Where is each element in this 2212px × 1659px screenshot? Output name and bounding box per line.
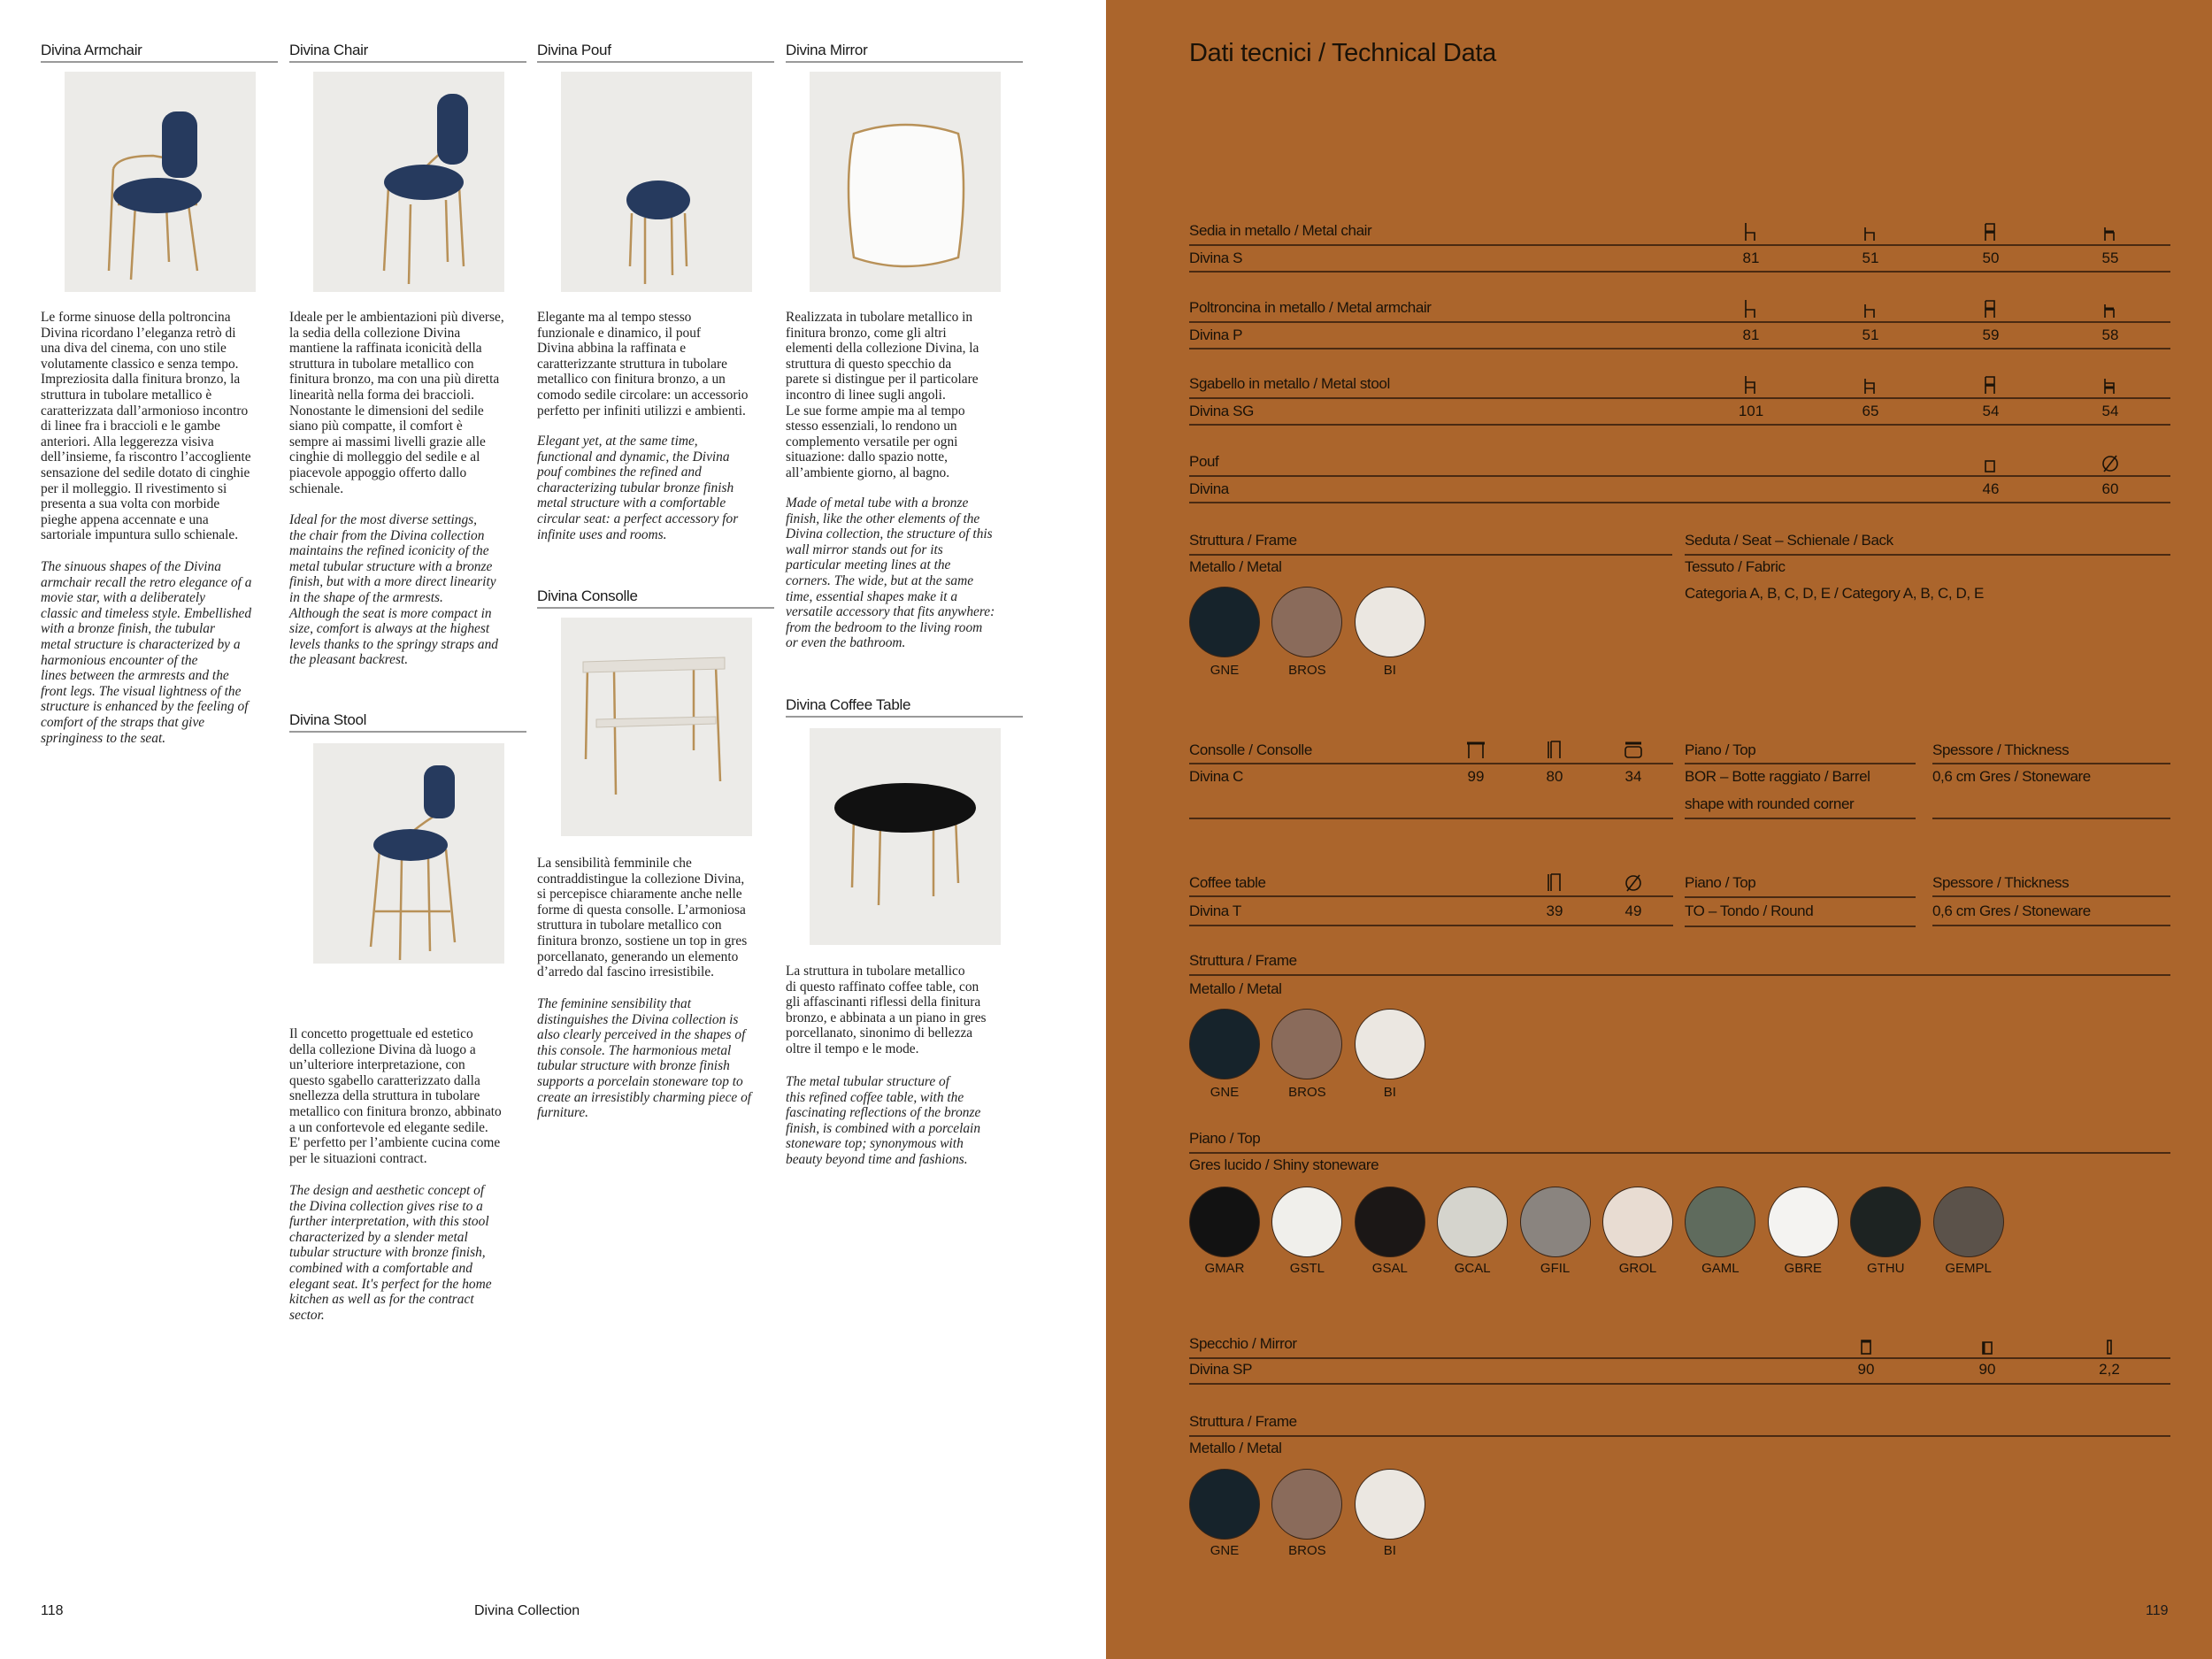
divider: [1189, 1152, 2170, 1154]
finish-code: GCAL: [1454, 1261, 1491, 1276]
depth-icon: [2101, 299, 2120, 319]
frame-label: Struttura / Frame: [1189, 952, 1297, 969]
mirror-width-icon: [1978, 1336, 1997, 1356]
stool-height-icon: [1741, 375, 1761, 395]
frame-label: Struttura / Frame: [1189, 532, 1297, 549]
spec-value: 65: [1862, 403, 1879, 419]
finish-code: GEMPL: [1945, 1261, 1992, 1276]
product-heading: Divina Stool: [289, 711, 526, 733]
top-label: Piano / Top: [1685, 874, 1756, 891]
finish-code: GFIL: [1540, 1261, 1571, 1276]
armchair-photo: [65, 72, 256, 292]
spec-value: 90: [1978, 1361, 1996, 1378]
divider: [1685, 896, 1916, 898]
divider: [1932, 925, 2170, 926]
spec-value: 58: [2101, 326, 2119, 343]
finish-code: GNE: [1210, 1085, 1240, 1100]
coffee-table-model: Divina T: [1189, 902, 1241, 919]
frame-material: Metallo / Metal: [1189, 558, 1282, 575]
finish-code: GROL: [1618, 1261, 1657, 1276]
divider: [1932, 895, 2170, 897]
seat-material: Tessuto / Fabric: [1685, 558, 1786, 575]
spec-table-title: Pouf: [1189, 453, 1219, 470]
depth-icon: [2101, 222, 2120, 242]
finish-code: GTHU: [1866, 1261, 1905, 1276]
frame-material: Metallo / Metal: [1189, 980, 1282, 997]
finish-code: GAML: [1701, 1261, 1740, 1276]
finish-swatch-bi[interactable]: [1355, 1469, 1425, 1540]
spec-value: 90: [1857, 1361, 1875, 1378]
spec-value: 60: [2101, 480, 2119, 497]
finish-code: GNE: [1210, 663, 1240, 678]
diameter-icon: [2101, 453, 2120, 472]
coffee-table-title: Coffee table: [1189, 874, 1266, 891]
page-number: 118: [41, 1603, 64, 1618]
spec-value: 101: [1738, 403, 1764, 419]
divider: [1189, 397, 2170, 399]
finish-code: BROS: [1288, 1085, 1326, 1100]
divider: [1189, 974, 2170, 976]
mirror-depth-icon: [2100, 1336, 2119, 1356]
finish-code: GNE: [1210, 1543, 1240, 1558]
divider: [1685, 818, 1916, 819]
finish-swatch-gfil[interactable]: [1520, 1187, 1591, 1257]
finish-swatch-gne[interactable]: [1189, 1469, 1260, 1540]
divider: [1685, 554, 2170, 556]
product-description-it: La struttura in tubolare metallico di questo raffinato coffee table, con gli affascinanti riflessi della finitura bronzo, e abbinata a un piano in gres porcellanato, sinonimo di bellezza oltre il tempo e le mode.: [786, 964, 987, 1056]
spec-table-title: Sedia in metallo / Metal chair: [1189, 222, 1372, 239]
right-page: [1106, 0, 2212, 1659]
product-description-en: The metal tubular structure of this refined coffee table, with the fascinating reflections of the bronze finish, is combined with a porcelain stoneware top; synonymous with beauty beyond time and fashions.: [786, 1074, 981, 1167]
product-description-en: Made of metal tube with a bronze finish, like the other elements of the Divina collection, the structure of this wall mirror stands out for its particular meeting lines at the corners. The wide, but at the same time, essential shapes make it a versatile accessory that fits anywhere: from the bedroom to the living room or even the bathroom.: [786, 495, 995, 651]
product-heading: Divina Mirror: [786, 42, 1023, 63]
finish-swatch-gbre[interactable]: [1768, 1187, 1839, 1257]
finish-swatch-bi[interactable]: [1355, 1009, 1425, 1079]
finish-code: BROS: [1288, 1543, 1326, 1558]
finish-code: GSTL: [1289, 1261, 1325, 1276]
divider: [1189, 244, 2170, 246]
stool-seat-height-icon: [1861, 375, 1880, 395]
spec-table-title: Sgabello in metallo / Metal stool: [1189, 375, 1390, 392]
product-description-it: Elegante ma al tempo stesso funzionale e dinamico, il pouf Divina abbina la raffinata e caratterizzante struttura in tubolare metallico con finitura bronzo, a un comodo sedile circolare: un accessorio perfetto per infiniti utilizzi e ambienti.: [537, 310, 749, 419]
finish-code: GMAR: [1204, 1261, 1245, 1276]
mirror-photo: [810, 72, 1001, 292]
top-value: TO – Tondo / Round: [1685, 902, 1814, 919]
frame-label: Struttura / Frame: [1189, 1413, 1297, 1430]
finish-swatch-gthu[interactable]: [1850, 1187, 1921, 1257]
divider: [1189, 925, 1673, 926]
chair-photo: [313, 72, 504, 292]
seat-category: Categoria A, B, C, D, E / Category A, B, C, D, E: [1685, 585, 1984, 602]
consolle-model: Divina C: [1189, 768, 1244, 785]
spec-table-model: Divina: [1189, 480, 1229, 497]
spec-value: 49: [1624, 902, 1642, 919]
product-description-it: La sensibilità femminile che contraddistingue la collezione Divina, si percepisce chiaramente anche nelle forme di questa consolle. L’armoniosa struttura in tubolare metallico con finitura bronzo, sostiene un top in gres porcellanato, generando un elemento d’arredo dal fascino irresistibile.: [537, 856, 748, 980]
finish-swatch-gcal[interactable]: [1437, 1187, 1508, 1257]
mirror-height-icon: [1856, 1336, 1876, 1356]
frame-material: Metallo / Metal: [1189, 1440, 1282, 1456]
finish-swatch-gstl[interactable]: [1271, 1187, 1342, 1257]
spec-value: 59: [1982, 326, 2000, 343]
spec-value: 55: [2101, 250, 2119, 266]
finish-swatch-bros[interactable]: [1271, 1469, 1342, 1540]
divider: [1189, 1383, 2170, 1385]
finish-swatch-grol[interactable]: [1602, 1187, 1673, 1257]
top-value: BOR – Botte raggiato / Barrel: [1685, 768, 1870, 785]
spec-value: 34: [1624, 768, 1642, 785]
product-description-it: Il concetto progettuale ed estetico della collezione Divina dà luogo a un’ulteriore interpretazione, con questo sgabello caratterizzato dalla snellezza della struttura in tubolare metallico con finitura bronzo, abbinato a un confortevole ed elegante sedile. E' perfetto per l’ambiente cucina come per le situazioni contract.: [289, 1026, 502, 1166]
finish-code: GBRE: [1784, 1261, 1823, 1276]
spec-value: 80: [1546, 768, 1563, 785]
spec-value: 2,2: [2099, 1361, 2120, 1378]
top-value-line2: shape with rounded corner: [1685, 795, 1855, 812]
chair-height-icon: [1741, 299, 1761, 319]
divider: [1189, 348, 2170, 349]
diameter-icon: [1624, 872, 1643, 892]
table-height-icon: [1545, 740, 1564, 759]
spec-table-title: Poltroncina in metallo / Metal armchair: [1189, 299, 1432, 316]
thickness-label: Spessore / Thickness: [1932, 874, 2070, 891]
product-description-en: The sinuous shapes of the Divina armchair recall the retro elegance of a movie star, with a deliberately classic and timeless style. Embellished with a bronze finish, the tubular metal structure is characterized by a harmonious encounter of the lines between the armrests and the front legs. The visual lightness of the structure is enhanced by the feeling of comfort of the straps that give springiness to the seat.: [41, 559, 252, 746]
width-icon: [1981, 299, 2001, 319]
seat-height-icon: [1861, 299, 1880, 319]
spec-value: 51: [1862, 250, 1879, 266]
finish-code: BI: [1383, 1543, 1396, 1558]
product-description-en: Ideal for the most diverse settings, the chair from the Divina collection maintains the refined iconicity of the metal tubular structure with a bronze finish, but with a more direct linearity in the shape of the armrests. Although the seat is more compact in size, comfort is always at the highest levels thanks to the springy straps and the pleasant backrest.: [289, 512, 498, 668]
finish-swatch-gmar[interactable]: [1189, 1187, 1260, 1257]
page-title: Dati tecnici / Technical Data: [1189, 39, 1496, 67]
width-icon: [1981, 222, 2001, 242]
divider: [1189, 763, 1673, 764]
thickness-value: 0,6 cm Gres / Stoneware: [1932, 768, 2091, 785]
spec-value: 81: [1742, 250, 1760, 266]
product-description-en: Elegant yet, at the same time, functional and dynamic, the Divina pouf combines the refined and characterizing tubular bronze finish metal structure with a comfortable circular seat: a perfect accessory for infinite uses and rooms.: [537, 434, 739, 542]
finish-swatch-gne[interactable]: [1189, 587, 1260, 657]
coffee-table-photo: [810, 728, 1001, 945]
finish-swatch-bros[interactable]: [1271, 587, 1342, 657]
width-icon: [1981, 375, 2001, 395]
product-heading: Divina Consolle: [537, 588, 774, 609]
product-description-en: The feminine sensibility that distinguishes the Divina collection is also clearly perceived in the shapes of this console. The harmonious metal tubular structure with bronze finish supports a porcelain stoneware top to create an irresistibly charming piece of furniture.: [537, 996, 752, 1121]
finish-swatch-gaml[interactable]: [1685, 1187, 1755, 1257]
product-description-it: Ideale per le ambientazioni più diverse, la sedia della collezione Divina mantiene la raffinata iconicità della struttura in tubolare metallico con finitura bronzo, ma con una più diretta linearità nella forma dei braccioli. Nonostante le dimensioni del sedile siano più compatte, il comfort è sempre ai massimi livelli grazie alle cinghie di molleggio del sedile e al piacevole appoggio offerto dallo schienale.: [289, 310, 504, 496]
seat-height-icon: [1861, 222, 1880, 242]
spec-value: 51: [1862, 326, 1879, 343]
seat-label: Seduta / Seat – Schienale / Back: [1685, 532, 1893, 549]
consolle-photo: [561, 618, 752, 836]
spec-value: 50: [1982, 250, 2000, 266]
divider: [1189, 502, 2170, 503]
divider: [1685, 763, 1916, 764]
product-description-it: Realizzata in tubolare metallico in finitura bronzo, come gli altri elementi della collezione Divina, la struttura di questo specchio da parete si distingue per il particolare incontro di linee sugli angoli. Le sue forme ampie ma al tempo stesso essenziali, lo rendono un complemento versatile per ogni situazione: dallo spazio notte, all’ambiente giorno, al bagno.: [786, 310, 979, 480]
product-heading: Divina Pouf: [537, 42, 774, 63]
footer-title: Divina Collection: [474, 1603, 580, 1618]
finish-swatch-bros[interactable]: [1271, 1009, 1342, 1079]
finish-swatch-gempl[interactable]: [1933, 1187, 2004, 1257]
mirror-title: Specchio / Mirror: [1189, 1335, 1297, 1352]
divider: [1189, 554, 1672, 556]
product-description-it: Le forme sinuose della poltroncina Divina ricordano l’eleganza retrò di una diva del cinema, con uno stile volutamente classico e senza tempo. Impreziosita dalla finitura bronzo, la struttura in tubolare metallico è caratterizzata dall’armonioso incontro di linee fra i braccioli e le gambe anteriori. Alla leggerezza visiva dell’insieme, fa riscontro l’accogliente sensazione del sedile dotato di cinghie per il molleggio. Il rivestimento si presenta a sua volta con morbide pieghe appena accennate e una sartoriale impuntura sullo schienale.: [41, 310, 251, 543]
divider: [1932, 818, 2170, 819]
finish-swatch-gsal[interactable]: [1355, 1187, 1425, 1257]
spec-value: 46: [1982, 480, 2000, 497]
divider: [1189, 475, 2170, 477]
divider: [1189, 1435, 2170, 1437]
table-height-icon: [1545, 872, 1564, 892]
finish-code: BI: [1383, 663, 1396, 678]
divider: [1189, 1357, 2170, 1359]
spec-table-model: Divina S: [1189, 250, 1243, 266]
divider: [1189, 424, 2170, 426]
table-width-icon: [1466, 740, 1486, 759]
stool-depth-icon: [2101, 375, 2120, 395]
spec-value: 54: [1982, 403, 2000, 419]
finish-swatch-bi[interactable]: [1355, 587, 1425, 657]
pouf-photo: [561, 72, 752, 292]
table-depth-icon: [1624, 740, 1643, 759]
finish-code: BROS: [1288, 663, 1326, 678]
divider: [1932, 763, 2170, 764]
height-icon: [1981, 453, 2001, 472]
product-heading: Divina Chair: [289, 42, 526, 63]
divider: [1189, 271, 2170, 273]
consolle-title: Consolle / Consolle: [1189, 741, 1312, 758]
divider: [1189, 321, 2170, 323]
mirror-model: Divina SP: [1189, 1361, 1253, 1378]
spec-table-model: Divina P: [1189, 326, 1243, 343]
product-description-en: The design and aesthetic concept of the Divina collection gives rise to a further interpretation, with this stool characterized by a slender metal tubular structure with bronze finish, combined with a comfortable and elegant seat. It's perfect for the home kitchen as well as for the contract sector.: [289, 1183, 492, 1323]
divider: [1685, 926, 1916, 927]
chair-height-icon: [1741, 222, 1761, 242]
top-label: Piano / Top: [1685, 741, 1756, 758]
stool-photo: [313, 743, 504, 964]
divider: [1189, 895, 1673, 897]
spec-value: 81: [1742, 326, 1760, 343]
spec-value: 54: [2101, 403, 2119, 419]
page-number: 119: [2146, 1603, 2169, 1618]
top-finish-label: Piano / Top: [1189, 1130, 1261, 1147]
divider: [1189, 818, 1673, 819]
finish-code: GSAL: [1371, 1261, 1408, 1276]
finish-code: BI: [1383, 1085, 1396, 1100]
spec-value: 39: [1546, 902, 1563, 919]
thickness-label: Spessore / Thickness: [1932, 741, 2070, 758]
spec-value: 99: [1467, 768, 1485, 785]
product-heading: Divina Armchair: [41, 42, 278, 63]
top-finish-material: Gres lucido / Shiny stoneware: [1189, 1156, 1379, 1173]
thickness-value: 0,6 cm Gres / Stoneware: [1932, 902, 2091, 919]
spec-table-model: Divina SG: [1189, 403, 1254, 419]
product-heading: Divina Coffee Table: [786, 696, 1023, 718]
finish-swatch-gne[interactable]: [1189, 1009, 1260, 1079]
